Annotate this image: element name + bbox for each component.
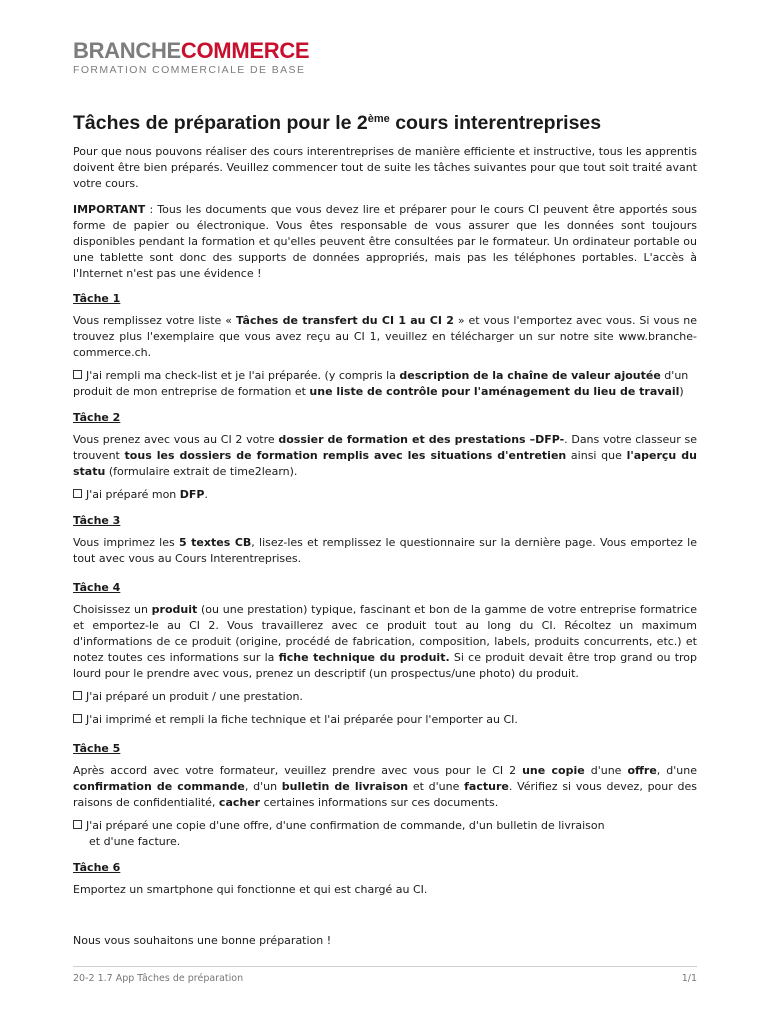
checkbox-icon [73,820,82,829]
task-5-text: Après accord avec votre formateur, veuillez prendre avec vous pour le CI 2 une copie d'une offre, d'une confirmation de commande, d'un bulletin de livraison et d'une facture. Vérifiez si vous devez, pour des raisons de confidentialité, cacher certaines informations sur ces documents. [73,764,697,809]
task-6-title: Tâche 6 [73,861,121,874]
checkbox-icon [73,489,82,498]
task-5-checkbox-item: J'ai préparé une copie d'une offre, d'une confirmation de commande, d'un bulletin de livraison et d'une facture. [73,818,697,850]
logo-tagline: FORMATION COMMERCIALE DE BASE [73,64,306,76]
task-6-text: Emportez un smartphone qui fonctionne et qui est chargé au CI. [73,883,428,896]
document-page [73,40,697,947]
task-2-title: Tâche 2 [73,411,121,424]
task-3-text: Vous imprimez les 5 textes CB, lisez-les et remplissez le questionnaire sur la dernière page. Vous emportez le tout avec vous au Cours Interentreprises. [73,536,697,565]
footer-page-number: 1/1 [681,973,697,984]
closing-text: Nous vous souhaitons une bonne préparation ! [73,934,332,947]
task-4-title: Tâche 4 [73,581,121,594]
logo-wordmark: BRANCHECOMMERCE [73,38,310,63]
task-1-title: Tâche 1 [73,292,121,305]
task-1-checkbox-item: J'ai rempli ma check-list et je l'ai préparée. (y compris la description de la chaîne de valeur ajoutée d'un produit de mon entreprise de formation et une liste de contrôle pour l'aménagement du lieu de travail) [73,369,689,398]
task-4-checkbox-item-1: J'ai préparé un produit / une prestation. [73,689,697,705]
task-2-checkbox-item: J'ai préparé mon DFP. [73,487,697,503]
intro-paragraph: Pour que nous pouvons réaliser des cours interentreprises de manière efficiente et instructive, tous les apprentis doivent être bien préparés. Veuillez commencer tout de suite les tâches suivantes pour que tout soit traité avant votre cours. [73,145,697,190]
checkbox-icon [73,691,82,700]
page-footer [73,966,697,984]
task-4-checkbox-item-2: J'ai imprimé et rempli la fiche technique et l'ai préparée pour l'emporter au CI. [73,712,697,728]
page-title: Tâches de préparation pour le 2ème cours interentreprises [73,112,602,134]
task-3-title: Tâche 3 [73,514,121,527]
important-paragraph: IMPORTANT : Tous les documents que vous devez lire et préparer pour le cours CI peuvent être apportés sous forme de papier ou électronique. Vous êtes responsable de vous assurer que les données sont toujours disponibles pendant la formation et qu'elles peuvent être consultées par le formateur. Un ordinateur portable ou une tablette sont donc des supports de données appropriés, mais pas les téléphones portables. L'accès à l'Internet n'est pas une évidence ! [73,203,697,280]
task-2-text: Vous prenez avec vous au CI 2 votre dossier de formation et des prestations –DFP-. Dans votre classeur se trouvent tous les dossiers de formation remplis avec les situations d'entretien ainsi que l'aperçu du statu (formulaire extrait de time2learn). [73,433,697,478]
checkbox-icon [73,370,82,379]
brand-logo [73,40,697,76]
checkbox-icon [73,714,82,723]
task-4-text: Choisissez un produit (ou une prestation) typique, fascinant et bon de la gamme de votre entreprise formatrice et emportez-le au CI 2. Vous travaillerez avec ce produit tout au long du CI. Récoltez un maximum d'informations de ce produit (origine, procédé de fabrication, composition, labels, produits concurrents, etc.) et notez toutes ces informations sur la fiche technique du produit. Si ce produit devait être trop grand ou trop lourd pour le prendre avec vous, prenez un descriptif (un prospectus/une photo) du produit. [73,603,698,680]
task-5-title: Tâche 5 [73,742,121,755]
footer-document-ref: 20-2 1.7 App Tâches de préparation [73,973,244,984]
task-1-text: Vous remplissez votre liste « Tâches de transfert du CI 1 au CI 2 » et vous l'emportez avec vous. Si vous ne trouvez plus l'exemplaire que vous avez reçu au CI 1, veuillez en télécharger un sur notre site www.branche-commerce.ch. [73,314,697,359]
